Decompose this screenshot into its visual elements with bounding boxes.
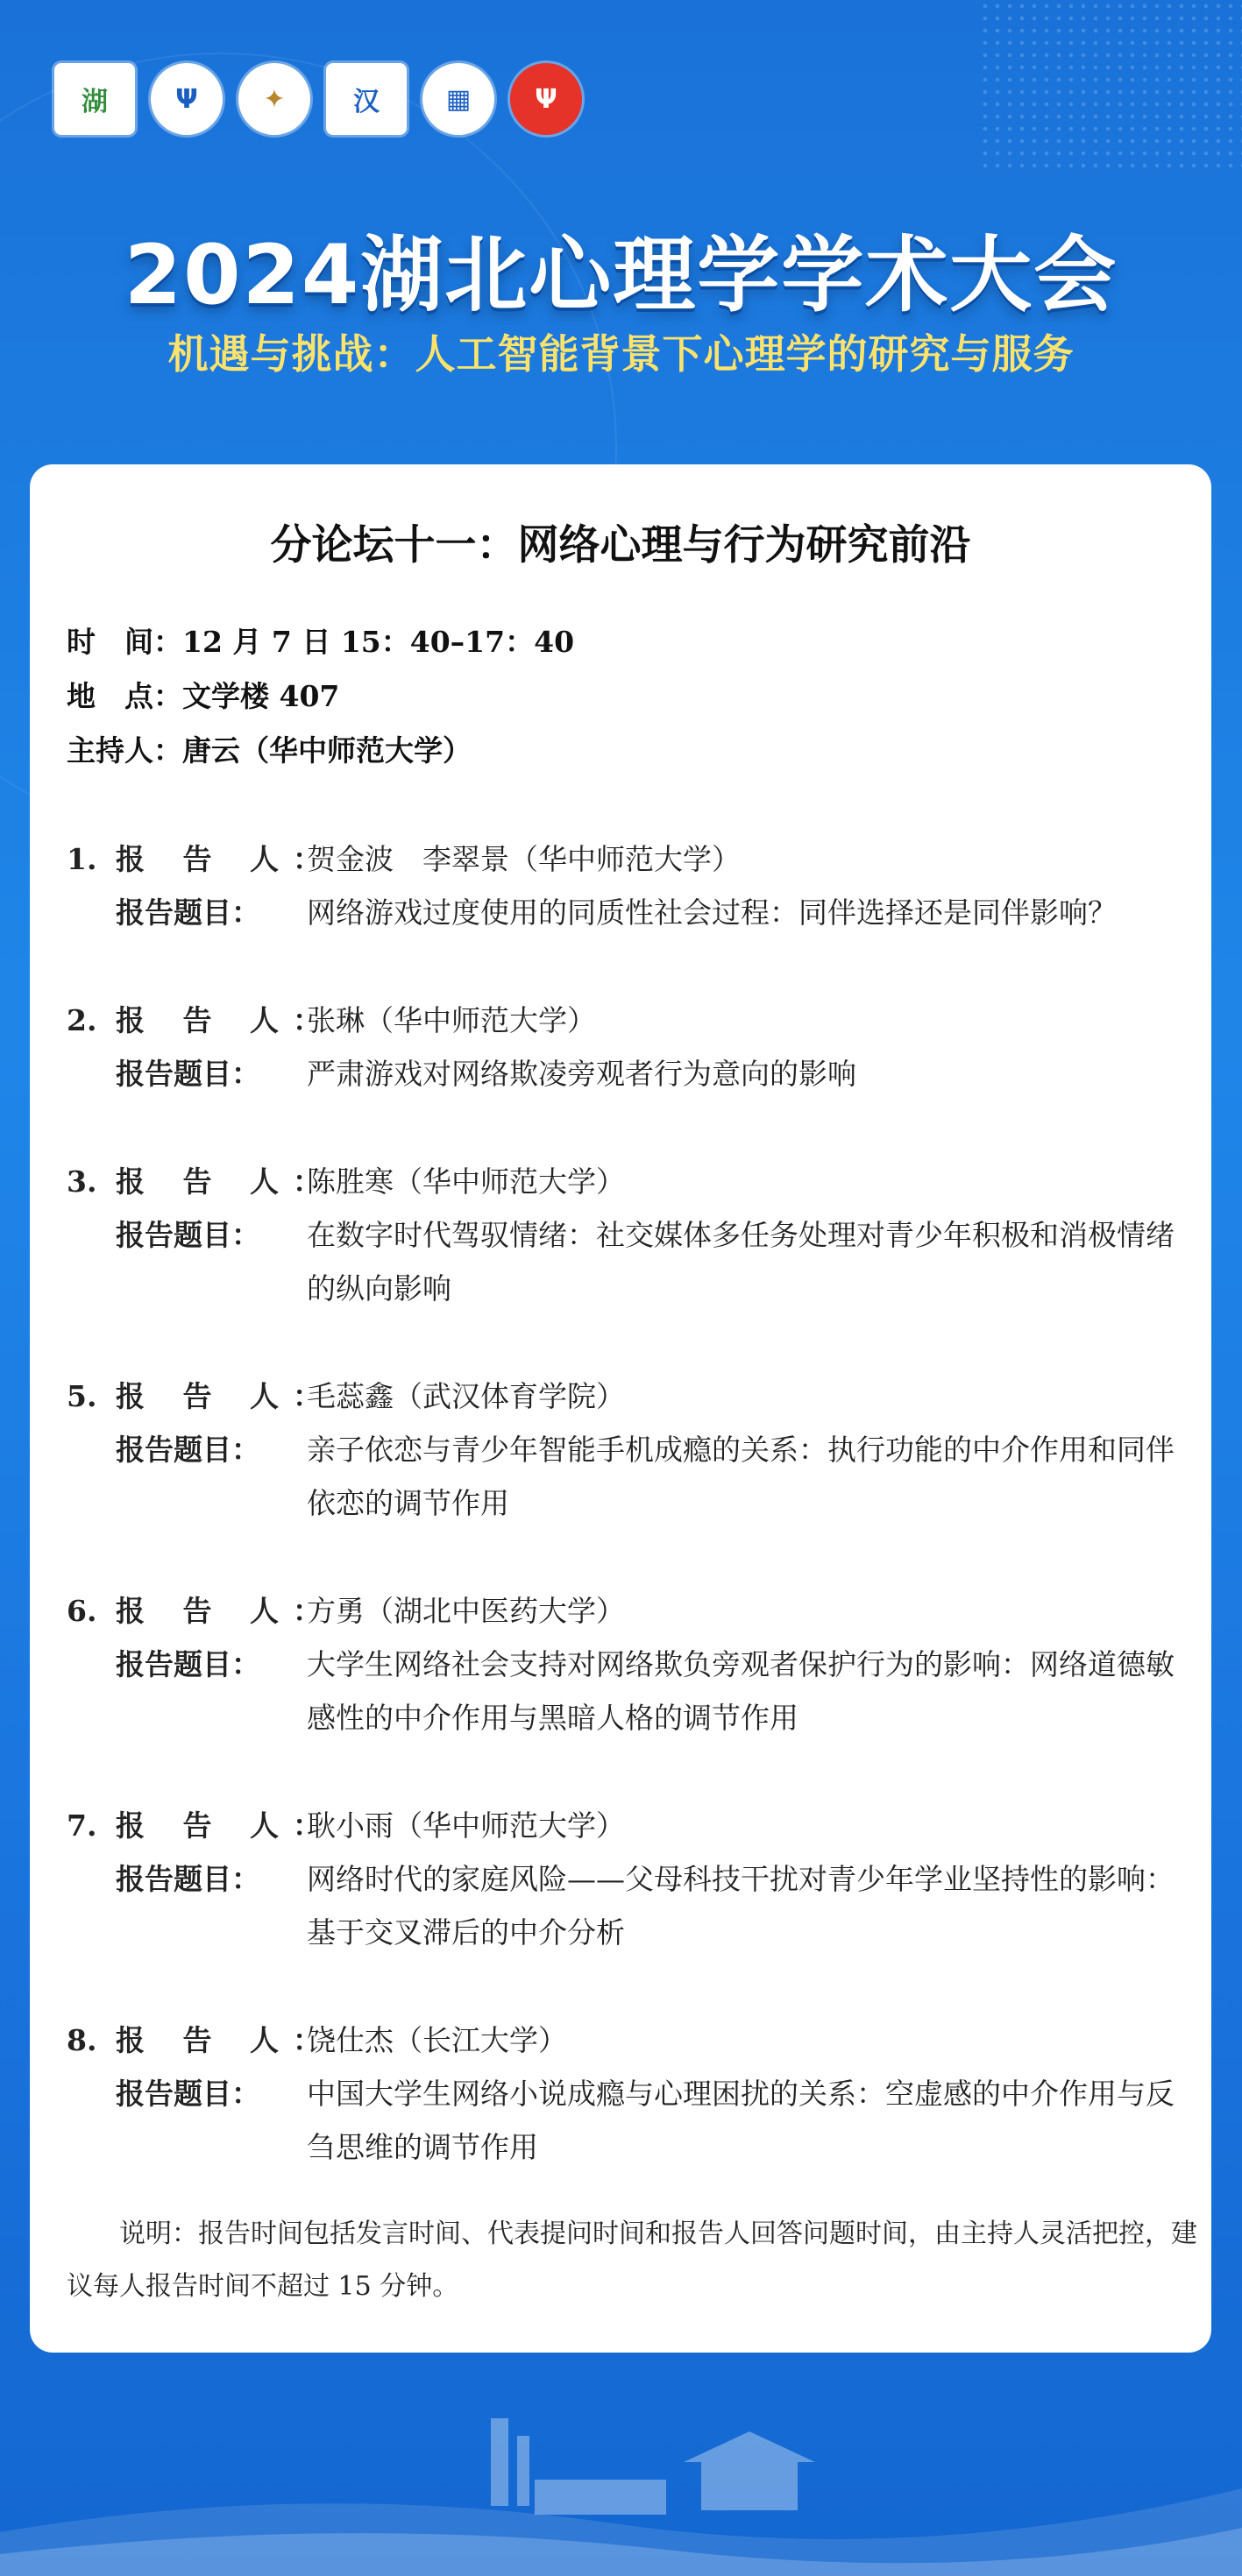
reporter-name: 饶仕杰（长江大学） <box>307 2023 567 2057</box>
reporter-label: 报 告 人： <box>116 1379 336 1413</box>
report-number: 2. <box>67 1003 97 1037</box>
report-topic: 严肃游戏对网络欺凌旁观者行为意向的影响 <box>307 1057 856 1091</box>
reporter-label: 报 告 人： <box>116 1594 336 1628</box>
report-topic: 大学生网络社会支持对网络欺负旁观者保护行为的影响：网络道德敏感性的中介作用与黑暗人格的调节作用 <box>307 1647 1175 1735</box>
reporter-label: 报 告 人： <box>116 842 336 876</box>
red-psi-logo-icon: Ψ <box>510 63 582 135</box>
report-topic: 亲子依恋与青少年智能手机成瘾的关系：执行功能的中介作用和同伴依恋的调节作用 <box>307 1433 1175 1520</box>
report-number: 6. <box>67 1594 97 1628</box>
reporter-label: 报 告 人： <box>116 1164 336 1199</box>
forum-title: 分论坛十一：网络心理与行为研究前沿 <box>270 521 971 570</box>
psi-symbol-logo-icon: Ψ <box>151 63 223 135</box>
report-item <box>67 1799 1197 1959</box>
report-number: 3. <box>67 1164 97 1199</box>
report-item <box>67 1155 1197 1315</box>
report-number: 1. <box>67 842 97 876</box>
reporter-name: 方勇（湖北中医药大学） <box>307 1594 625 1628</box>
reporter-label: 报 告 人： <box>116 2023 336 2057</box>
report-number: 7. <box>67 1808 97 1843</box>
forum-place: 地 点：文学楼 407 <box>67 679 340 713</box>
report-topic: 网络游戏过度使用的同质性社会过程：同伴选择还是同伴影响？ <box>307 895 1117 930</box>
topic-label: 报告题目： <box>116 1647 260 1681</box>
topic-label: 报告题目： <box>116 895 260 930</box>
topic-label: 报告题目： <box>116 1057 260 1091</box>
forum-host: 主持人：唐云（华中师范大学） <box>67 733 472 768</box>
university-seal-logo-icon: ✦ <box>238 63 310 135</box>
forum-meta <box>67 615 574 778</box>
schedule-card <box>30 464 1211 2353</box>
forum-time: 时 间：12 月 7 日 15：40–17：40 <box>67 625 575 659</box>
topic-label: 报告题目： <box>116 1433 260 1467</box>
report-item <box>67 2013 1197 2174</box>
reporter-name: 陈胜寒（华中师范大学） <box>307 1164 625 1199</box>
report-topic: 网络时代的家庭风险——父母科技干扰对青少年学业坚持性的影响：基于交叉滞后的中介分析 <box>307 1862 1175 1950</box>
report-item <box>67 832 1197 939</box>
report-topic: 在数字时代驾驭情绪：社交媒体多任务处理对青少年积极和消极情绪的纵向影响 <box>307 1218 1175 1306</box>
topic-label: 报告题目： <box>116 1862 260 1896</box>
reporter-label: 报 告 人： <box>116 1808 336 1843</box>
campus-skyline-decoration <box>0 2383 1242 2576</box>
conference-title: 2024湖北心理学学术大会 <box>124 228 1118 323</box>
background-dot-pattern <box>979 0 1242 175</box>
logo-row <box>54 63 582 135</box>
reporter-name: 张琳（华中师范大学） <box>307 1003 596 1037</box>
topic-label: 报告题目： <box>116 2077 260 2111</box>
report-item <box>67 1584 1197 1744</box>
report-number: 8. <box>67 2023 97 2057</box>
report-list <box>67 832 1197 2228</box>
schedule-note: 说明：报告时间包括发言时间、代表提问时间和报告人回答问题时间，由主持人灵活把控，建议每人报告时间不超过 15 分钟。 <box>67 2219 1197 2302</box>
report-item <box>67 994 1197 1100</box>
report-number: 5. <box>67 1379 97 1413</box>
conference-subtitle: 机遇与挑战：人工智能背景下心理学的研究与服务 <box>167 330 1075 378</box>
wuhan-psych-society-logo-icon: 汉 <box>326 63 407 135</box>
reporter-name: 毛蕊鑫（武汉体育学院） <box>307 1379 625 1413</box>
reporter-label: 报 告 人： <box>116 1003 336 1037</box>
report-topic: 中国大学生网络小说成瘾与心理困扰的关系：空虚感的中介作用与反刍思维的调节作用 <box>307 2077 1175 2164</box>
reporter-name: 贺金波 李翠景（华中师范大学） <box>307 842 741 876</box>
university-building-logo-icon: ▦ <box>422 63 494 135</box>
hubei-psych-society-logo-icon: 湖 <box>54 63 135 135</box>
report-item <box>67 1369 1197 1530</box>
topic-label: 报告题目： <box>116 1218 260 1252</box>
reporter-name: 耿小雨（华中师范大学） <box>307 1808 625 1843</box>
